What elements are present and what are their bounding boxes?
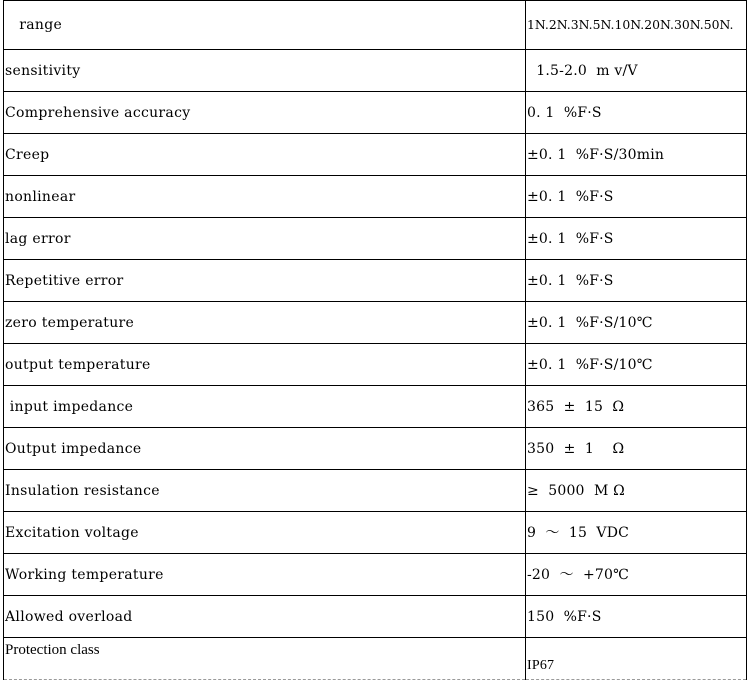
param-value: 365 ± 15 Ω [526,386,747,428]
table-row [4,554,747,596]
param-value: ±0. 1 %F·S [526,176,747,218]
param-name: range [4,1,526,50]
table-row [4,638,747,680]
table-row [4,428,747,470]
spec-table [3,0,747,680]
table-row [4,134,747,176]
param-value: 150 %F·S [526,596,747,638]
param-name: Excitation voltage [4,512,526,554]
param-value: 0. 1 %F·S [526,92,747,134]
param-value: 350 ± 1 Ω [526,428,747,470]
param-name: Allowed overload [4,596,526,638]
param-value: IP67 [526,638,747,680]
table-row [4,92,747,134]
param-name: nonlinear [4,176,526,218]
param-value: ±0. 1 %F·S/10℃ [526,344,747,386]
param-name: lag error [4,218,526,260]
param-value: ±0. 1 %F·S [526,260,747,302]
table-row [4,344,747,386]
table-row [4,260,747,302]
table-row [4,50,747,92]
param-value: ±0. 1 %F·S [526,218,747,260]
param-value: 9 ～ 15 VDC [526,512,747,554]
param-name: Creep [4,134,526,176]
param-value: ≥ 5000 M Ω [526,470,747,512]
table-row [4,1,747,50]
param-name: zero temperature [4,302,526,344]
param-name: Protection class [4,638,526,680]
table-row [4,176,747,218]
param-value: ±0. 1 %F·S/30min [526,134,747,176]
table-row [4,302,747,344]
param-name: output temperature [4,344,526,386]
param-name: Repetitive error [4,260,526,302]
param-name: Insulation resistance [4,470,526,512]
table-row [4,470,747,512]
param-value: ±0. 1 %F·S/10℃ [526,302,747,344]
param-name: input impedance [4,386,526,428]
table-row [4,512,747,554]
param-name: sensitivity [4,50,526,92]
param-name: Working temperature [4,554,526,596]
param-value: 1N.2N.3N.5N.10N.20N.30N.50N. [526,1,747,50]
param-name: Output impedance [4,428,526,470]
param-name: Comprehensive accuracy [4,92,526,134]
table-row [4,386,747,428]
table-row [4,596,747,638]
param-value: 1.5-2.0 m v/V [526,50,747,92]
param-value: -20 ～ +70℃ [526,554,747,596]
table-row [4,218,747,260]
